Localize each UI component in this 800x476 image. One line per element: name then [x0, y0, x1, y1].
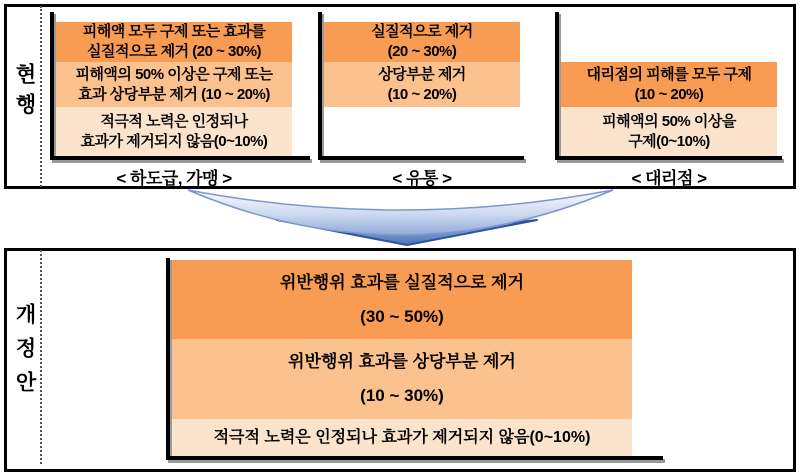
chart-caption: < 대리점 >: [631, 169, 707, 188]
band-0-10: [56, 107, 292, 156]
x-axis-line: [555, 156, 782, 160]
band-text: (30 ~ 50%): [360, 306, 444, 326]
current-panel: [4, 4, 796, 189]
chart-agency: [555, 12, 782, 188]
band-text: 대리점의 피해를 모두 구제: [586, 65, 752, 83]
x-axis-line: [318, 156, 524, 160]
revised-panel-title: 개정안: [13, 303, 36, 405]
x-axis-line: [50, 156, 310, 160]
chart-subcontract-franchise: [50, 12, 310, 188]
y-axis-line: [50, 12, 54, 160]
band-10-20: [561, 62, 777, 107]
band-20-30: [56, 22, 292, 62]
band-text: (10 ~ 20%): [387, 85, 457, 103]
band-20-30: [324, 22, 520, 62]
band-text: 실질적으로 제거: [371, 23, 473, 40]
y-axis-line: [166, 258, 170, 460]
band-10-20: [56, 62, 292, 107]
chart-caption: < 하도급, 가맹 >: [116, 169, 232, 188]
y-axis-line: [318, 12, 322, 160]
band-text: 적극적 노력은 인정되나: [100, 112, 248, 130]
band-text: 상당부분 제거: [378, 65, 466, 83]
band-text: (10 ~ 30%): [360, 386, 444, 405]
band-text: 실질적으로 제거 (20 ~ 30%): [86, 43, 262, 60]
chart-caption: < 유통 >: [392, 169, 452, 188]
merge-down-arrow-icon: [180, 187, 620, 247]
band-text: 위반행위 효과를 상당부분 제거: [288, 352, 516, 371]
band-0-10: [561, 107, 777, 156]
x-axis-line: [166, 456, 663, 460]
current-panel-title: 현행: [13, 63, 36, 123]
band-text: 피해액의 50% 이상을: [602, 112, 736, 130]
band-text: (20 ~ 30%): [387, 43, 457, 60]
band-10-20: [324, 62, 520, 107]
band-text: 효과가 제거되지 않음(0~10%): [80, 132, 268, 150]
band-text: (10 ~ 20%): [634, 85, 704, 103]
chart-revised-unified: [166, 258, 663, 460]
revised-divider-line: [40, 250, 42, 464]
revised-panel: [4, 248, 796, 472]
current-divider-line: [40, 6, 42, 187]
band-text: 피해액의 50% 이상은 구제 또는: [75, 65, 273, 83]
band-text: 구제(0~10%): [628, 132, 710, 150]
band-text: 위반행위 효과를 실질적으로 제거: [279, 272, 525, 292]
y-axis-line: [555, 12, 559, 160]
band-text: 효과 상당부분 제거 (10 ~ 20%): [78, 85, 270, 103]
band-10-30: [172, 339, 632, 419]
band-0-10: [172, 419, 632, 456]
band-text: 적극적 노력은 인정되나 효과가 제거되지 않음(0~10%): [213, 428, 591, 446]
band-30-50: [172, 260, 632, 339]
chart-distribution: [318, 12, 524, 188]
band-text: 피해액 모두 구제 또는 효과를: [82, 23, 266, 40]
